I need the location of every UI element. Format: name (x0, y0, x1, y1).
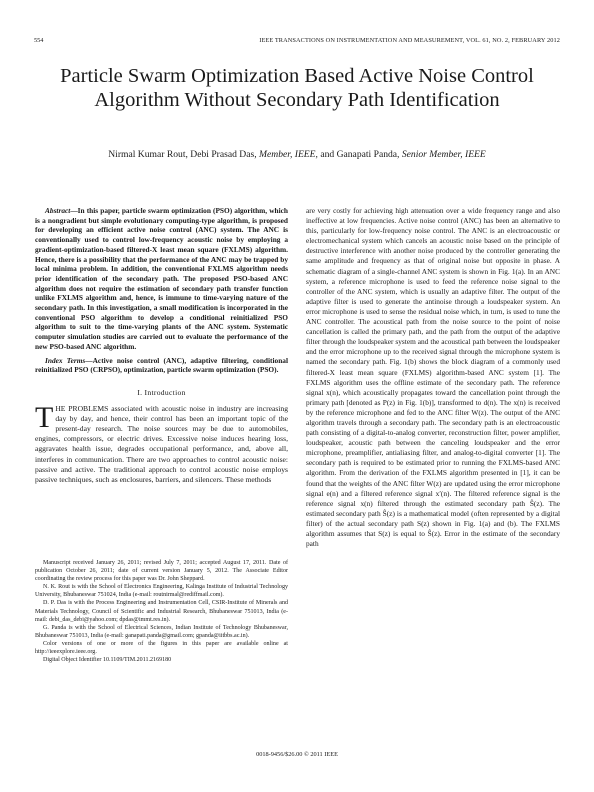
page-number: 554 (34, 37, 44, 44)
paper-title: Particle Swarm Optimization Based Active Noise Control Algorithm Without Secondary Path Identification (60, 65, 534, 111)
right-column (306, 206, 560, 549)
footnotes (35, 559, 288, 664)
footnote-doi: Digital Object Identifier 10.1109/TIM.2011.2169180 (43, 657, 172, 664)
author-membership-1: Member, IEEE, (259, 149, 318, 160)
section-heading: I. Introduction (137, 387, 186, 397)
authors-names: Nirmal Kumar Rout, Debi Prasad Das, (108, 149, 257, 160)
running-header (34, 37, 560, 49)
author-membership-2: Senior Member, IEEE (401, 149, 486, 160)
abstract-label: Abstract (45, 206, 71, 215)
index-terms-text: —Active noise control (ANC), adaptive filtering, conditional reinitialized PSO (CRPSO), optimization, particle swarm optimization (PSO). (35, 355, 288, 375)
left-column (35, 206, 288, 485)
journal-header: IEEE TRANSACTIONS ON INSTRUMENTATION AND MEASUREMENT, VOL. 61, NO. 2, FEBRUARY 2012 (259, 37, 560, 44)
authors-and: and Ganapati Panda, (320, 149, 400, 160)
drop-cap: T (35, 400, 54, 434)
footnote-author-panda: G. Panda is with the School of Electrical Sciences, Indian Institute of Technology Bhubaneswar, Bhubaneswar 751013, India (e-mail: ganapati.panda@gmail.com; gpanda@iitbbs.ac.in). (35, 624, 288, 639)
right-column-text: are very costly for achieving high attenuation over a wide frequency range and also ineffective at low frequencies. Active noise control (ANC) has been an alternative to this, particularly for low-frequency noise control. The ANC is an electroacoustic or electromechanical system which cancels an acoustic noise based on the principle of destructive interference with another noise produced by the controller generating the same amplitude and frequency as that of original noise but opposite in phase. A schematic diagram of a single-channel ANC system is shown in Fig. 1(a). In an ANC system, a reference microphone is used to feed the reference noise signal to the controller of the ANC system, which is usually an adaptive filter. The output of the adaptive filter is used to generate the antinoise through a loudspeaker system. An error microphone is used to sense the residual noise which, in turn, is used to tune the ANC controller. The acoustical path from the noise source to the point of noise cancellation is called the primary path, and the path from the output of the adaptive filter through the loudspeaker system and the acoustical path between the loudspeaker and the error microphone up to the received signal through the microphone system is named the secondary path. Fig. 1(b) shows the block diagram of a commonly used filtered-X least mean square (FXLMS) algorithm-based ANC system [1]. The FXLMS algorithm uses the offline estimate of the secondary path. The reference signal x(n), which acoustically propagates toward the cancellation point through the primary path [denoted as P(z) in Fig. 1(b)], transformed to d(n). The x(n) is received by the reference microphone and fed to the ANC filter W(z). The output of the ANC algorithm travels through a secondary path. The secondary path is an electroacoustic path consisting of a digital-to-analog converter, reconstruction filter, power amplifier, loudspeaker, acoustic path between the canceling loudspeaker and the error microphone, preamplifier, antialiasing filter, and analog-to-digital converter [1]. The secondary path is required to be estimated prior to running the FXLMS-based ANC algorithm. From the derivation of the FXLMS algorithm presented in [1], it can be found that the weights of the ANC filter W(z) are updated using the error microphone signal e(n) and a filtered reference signal x′(n). The filtered reference signal is the reference signal x(n) filtered through the estimated secondary path Ŝ(z). The estimated secondary path Ŝ(z) is a mathematical model (often represented by a digital filter) of the actual secondary path S(z) shown in Fig. 1(a) and (b). The FXLMS algorithm assumes that S(z) is equal to Ŝ(z). Error in the estimate of the secondary path (306, 206, 560, 549)
footnote-author-das: D. P. Das is with the Process Engineering and Instrumentation Cell, CSIR-Institute of Minerals and Materials Technology, Council of Scientific and Industrial Research, Bhubaneswar 751013, India (e-mail: debi_das_debi@yahoo.com; dpdas@immt.res.in). (35, 600, 288, 623)
author-line (20, 149, 574, 160)
intro-first-word: HE PROBLEMS (55, 403, 109, 413)
abstract-text: —In this paper, particle swarm optimization (PSO) algorithm, which is a nongradient but simple evolutionary computing-type algorithm, is proposed for developing an efficient active noise control (ANC) system. The ANC is conventionally used to control low-frequency acoustic noise by employing a gradient-optimization-based filtered-X least mean square (FXLMS) algorithm. Hence, there is a possibility that the performance of the ANC may be trapped by local minima problem. In addition, the conventional FXLMS algorithm needs prior identification of the secondary path. The proposed PSO-based ANC algorithm does not require the estimation of secondary path transfer function unlike FXLMS algorithm and, hence, is immune to time-varying nature of the secondary path. In this investigation, a small modification is incorporated in the conventional PSO algorithm to develop a conditional reinitialized PSO algorithm to suit to the time-varying plants of the ANC system. Systematic computer simulation studies are carried out to evaluate the performance of the new PSO-based ANC algorithm. (35, 206, 288, 351)
intro-paragraph (35, 400, 288, 486)
footnote-manuscript: Manuscript received January 26, 2011; revised July 7, 2011; accepted August 17, 2011. Date of publication October 26, 2011; date of current version January 5, 2012. The Associate Editor coordinating the review process for this paper was Dr. John Sheppard. (35, 560, 288, 583)
footnote-author-rout: N. K. Rout is with the School of Electronics Engineering, Kalinga Institute of Industrial Technology University, Bhubaneswar 751024, India (e-mail: routnirmal@rediffmail.com). (35, 584, 288, 599)
footnote-color: Color versions of one or more of the figures in this paper are available online at http://ieeexplore.ieee.org. (35, 640, 288, 656)
index-terms-label: Index Terms (45, 355, 86, 365)
index-terms (35, 356, 288, 375)
abstract (35, 206, 288, 352)
copyright-line: 0018-9456/$26.00 © 2011 IEEE (256, 751, 338, 758)
intro-text: associated with acoustic noise in industry are increasing day by day, and hence, their control has been an important topic of the present-day research. The noise sources may be due to automobiles, engines, compressors, or electric drives. Excessive noise induces hearing loss, aggravates health issue, degrades occupational performance, and, above all, interferes in communication. There are two approaches to control acoustic noise: passive and active. The traditional approach to control acoustic noise employs passive techniques, such as enclosures, barriers, and silencers. These methods (35, 403, 288, 485)
